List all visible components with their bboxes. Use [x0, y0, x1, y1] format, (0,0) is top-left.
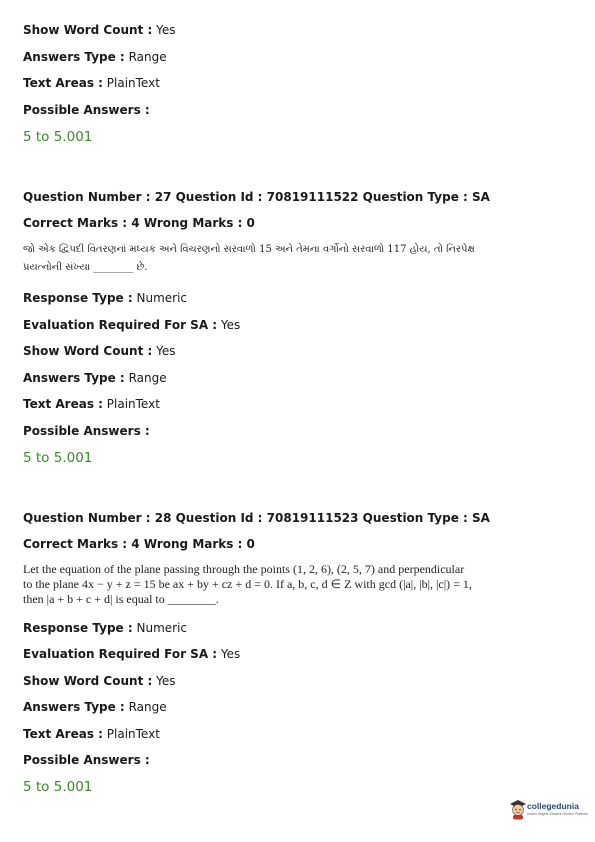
collegedunia-logo: [507, 796, 587, 826]
show-word-count-row: [23, 673, 175, 689]
field-label: Text Areas :: [23, 76, 103, 90]
evaluation-required-row: [23, 646, 240, 662]
answers-type-row: [23, 49, 167, 65]
field-label: Answers Type :: [23, 700, 125, 714]
text-areas-row: [23, 726, 160, 742]
field-label: Text Areas :: [23, 727, 103, 741]
question-marks-text: Correct Marks : 4 Wrong Marks : 0: [23, 537, 255, 551]
field-label: Response Type :: [23, 621, 133, 635]
possible-answer-value: 5 to 5.001: [23, 129, 93, 145]
question-marks: [23, 536, 255, 552]
possible-answers-row: [23, 423, 150, 439]
possible-answers-row: [23, 752, 150, 768]
field-value: Range: [128, 371, 167, 385]
question-marks: [23, 215, 255, 231]
field-value: PlainText: [106, 76, 160, 90]
logo-wordmark: collegedunia: [527, 801, 579, 811]
field-label: Answers Type :: [23, 371, 125, 385]
field-value: Yes: [156, 674, 176, 688]
question-header: [23, 189, 490, 205]
field-value: PlainText: [106, 727, 160, 741]
text-areas-row: [23, 75, 160, 91]
field-label: Show Word Count :: [23, 344, 153, 358]
evaluation-required-row: [23, 317, 240, 333]
field-value: Range: [128, 50, 167, 64]
question-text-line: પ્રયત્નોની સંખ્યા ________ છે.: [23, 262, 148, 273]
question-text-line: to the plane 4x − y + z = 15 be ax + by + cz + d = 0. If a, b, c, d ∈ Z with gcd (|a|, |b|, |c|) = 1,: [23, 577, 472, 591]
field-label: Evaluation Required For SA :: [23, 318, 218, 332]
field-label: Possible Answers :: [23, 753, 150, 767]
graduate-mascot-icon: [507, 798, 529, 820]
possible-answer-value: 5 to 5.001: [23, 779, 93, 795]
field-label: Answers Type :: [23, 50, 125, 64]
question-text: [23, 562, 568, 606]
field-value: Range: [128, 700, 167, 714]
possible-answer-value: 5 to 5.001: [23, 450, 93, 466]
field-label: Evaluation Required For SA :: [23, 647, 218, 661]
field-value: Yes: [220, 318, 241, 332]
field-value: Numeric: [136, 621, 188, 635]
logo-tagline: India's largest Student Review Platform: [527, 812, 588, 816]
question-marks-text: Correct Marks : 4 Wrong Marks : 0: [23, 216, 255, 230]
field-label: Possible Answers :: [23, 103, 150, 117]
field-label: Possible Answers :: [23, 424, 150, 438]
field-label: Show Word Count :: [23, 23, 153, 37]
question-text: [23, 242, 568, 278]
field-value: Yes: [220, 647, 241, 661]
response-type-row: [23, 620, 187, 636]
show-word-count-row: [23, 22, 175, 38]
response-type-row: [23, 290, 187, 306]
field-value: Yes: [156, 23, 176, 37]
question-header-text: Question Number : 28 Question Id : 70819111523 Question Type : SA: [23, 511, 490, 525]
question-text-line: જો એક દ્વિપદી વિતરણનાં મધ્યક અને વિચરણનો સરવાળો 15 અને તેમના વર્ગોનો સરવાળો 117 હોય, તો નિરપેક્ષ: [23, 244, 475, 255]
text-areas-row: [23, 396, 160, 412]
field-value: PlainText: [106, 397, 160, 411]
question-header-text: Question Number : 27 Question Id : 70819111522 Question Type : SA: [23, 190, 490, 204]
field-value: Numeric: [136, 291, 188, 305]
question-text-line: then |a + b + c + d| is equal to ________.: [23, 592, 219, 606]
possible-answers-row: [23, 102, 150, 118]
field-value: Yes: [156, 344, 176, 358]
field-label: Response Type :: [23, 291, 133, 305]
answers-type-row: [23, 699, 167, 715]
question-text-line: Let the equation of the plane passing through the points (1, 2, 6), (2, 5, 7) and perpendicular: [23, 562, 465, 576]
field-label: Show Word Count :: [23, 674, 153, 688]
field-label: Text Areas :: [23, 397, 103, 411]
answers-type-row: [23, 370, 167, 386]
question-header: [23, 510, 490, 526]
show-word-count-row: [23, 343, 175, 359]
